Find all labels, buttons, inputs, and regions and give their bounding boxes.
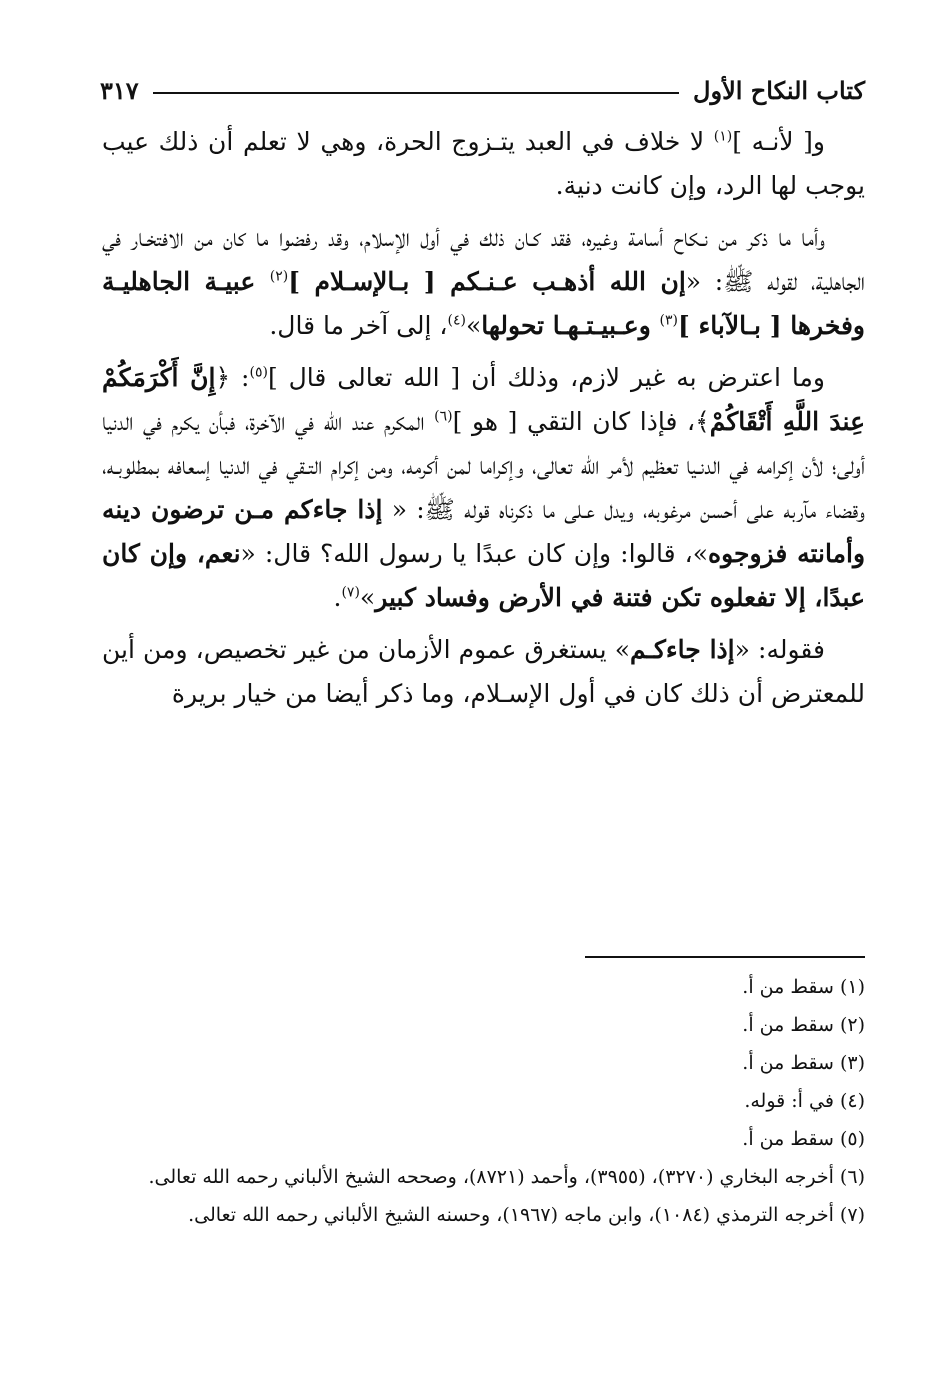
- footnote-1: (١) سقط من أ.: [742, 976, 865, 998]
- footnote-3: (٣) سقط من أ.: [742, 1052, 865, 1074]
- text-segment: »، قالوا: وإن كان عبدًا يا رسول الله؟ قال: «: [240, 539, 709, 568]
- hadith-text: إذا جاءكم مـن ترضون دينه وأمانته فزوجوه: [102, 495, 866, 568]
- running-header: [100, 70, 865, 110]
- text-segment: وأما ما ذكر من نـكاح أسامة وغيره، فقد كـان ذلك في أول الإسلام، وقد رفضوا ما كان من الافتخـار في الجاهلية، لقوله ﷺ: «: [102, 223, 865, 296]
- footnote-separator: [585, 956, 865, 958]
- footnote-ref: (٥): [249, 364, 268, 381]
- hadith-text: عبيـة الجاهليـة وفخرها [ بـالآباء ]: [102, 267, 865, 340]
- paragraph-3: [102, 356, 865, 620]
- quran-verse: إِنَّ أَكْرَمَكُمْ عِندَ اللَّهِ أَتْقَاكُمْ: [102, 363, 866, 436]
- footnote-7: (٧) أخرجه الترمذي (١٠٨٤)، وابن ماجه (١٩٦٧)، وحسنه الشيخ الألباني رحمه الله تعالى.: [188, 1204, 865, 1226]
- text-segment: »: [465, 311, 482, 340]
- footnote-6: (٦) أخرجه البخاري (٣٢٧٠)، (٣٩٥٥)، وأحمد (٨٧٢١)، وصححه الشيخ الألباني رحمه الله تعالى.: [148, 1166, 865, 1188]
- text-segment: » يستغرق عموم الأزمان من غير تخصيص، ومن أين للمعترض أن ذلك كان في أول الإسـلام، وما ذكر أيضا من خيار بريرة: [102, 635, 865, 708]
- text-segment: وما اعترض به غير لازم، وذلك أن [ الله تعالى قال ]: [267, 363, 825, 392]
- hadith-text: وعـبيـتـهـا تحولها: [481, 311, 660, 340]
- text-segment: المكرم عند الله في الآخرة، فبأن يكرم في الدنيا أولى؛ لأن إكرامه في الدنـيا تعظيم لأمر الله تعالى، وإكراما لمن أكرمه، ومن إكرام التـقي في الدنيا إسعافه بمطلوبـه، وقضاء مآربه على أحسن مرغوبه، ويدل عـلى ما ذكرناه قوله ﷺ: «: [102, 407, 865, 524]
- hadith-text: إن الله أذهـب عـنـكم [ بـالإسـلام ]: [288, 267, 686, 296]
- footnote-2: (٢) سقط من أ.: [742, 1014, 865, 1036]
- book-title: كتاب النكاح الأول: [693, 75, 865, 105]
- hadith-text: نعم، وإن كان عبدًا، إلا تفعلوه تكن فتنة في الأرض وفساد كبير: [102, 539, 865, 612]
- page-number: ٣١٧: [100, 75, 139, 105]
- hadith-text: إذا جاءكـم: [630, 635, 735, 664]
- footnote-ref: (٧): [341, 584, 360, 601]
- footnotes: [102, 968, 865, 1234]
- paragraph-2: [102, 216, 865, 348]
- footnote-4: (٤) في أ: قوله.: [744, 1090, 865, 1112]
- text-segment: لا خلاف في العبد يتـزوج الحرة، وهي لا تعلم أن ذلك عيب يوجب لها الرد، وإن كانت دنية.: [102, 127, 865, 200]
- footnote-ref: (٦): [434, 408, 453, 425]
- text-segment: : ﴿: [215, 363, 250, 392]
- text-segment: .: [333, 583, 342, 612]
- footnote-5: (٥) سقط من أ.: [742, 1128, 865, 1150]
- footnote-ref: (٢): [269, 268, 289, 285]
- header-rule: [153, 92, 679, 94]
- paragraph-1: [102, 120, 865, 208]
- paragraph-4: [102, 628, 865, 716]
- main-text: [102, 120, 865, 724]
- footnote-ref: (١): [713, 128, 733, 145]
- footnote-ref: (٤): [447, 312, 466, 329]
- text-segment: »: [359, 583, 376, 612]
- text-segment: ﴾، فإذا كان التقي [ هو ]: [452, 407, 710, 436]
- footnote-ref: (٣): [659, 312, 678, 329]
- text-segment: فقوله: «: [734, 635, 825, 664]
- text-segment: و[ لأنـه ]: [732, 127, 825, 156]
- text-segment: ، إلى آخر ما قال.: [269, 311, 448, 340]
